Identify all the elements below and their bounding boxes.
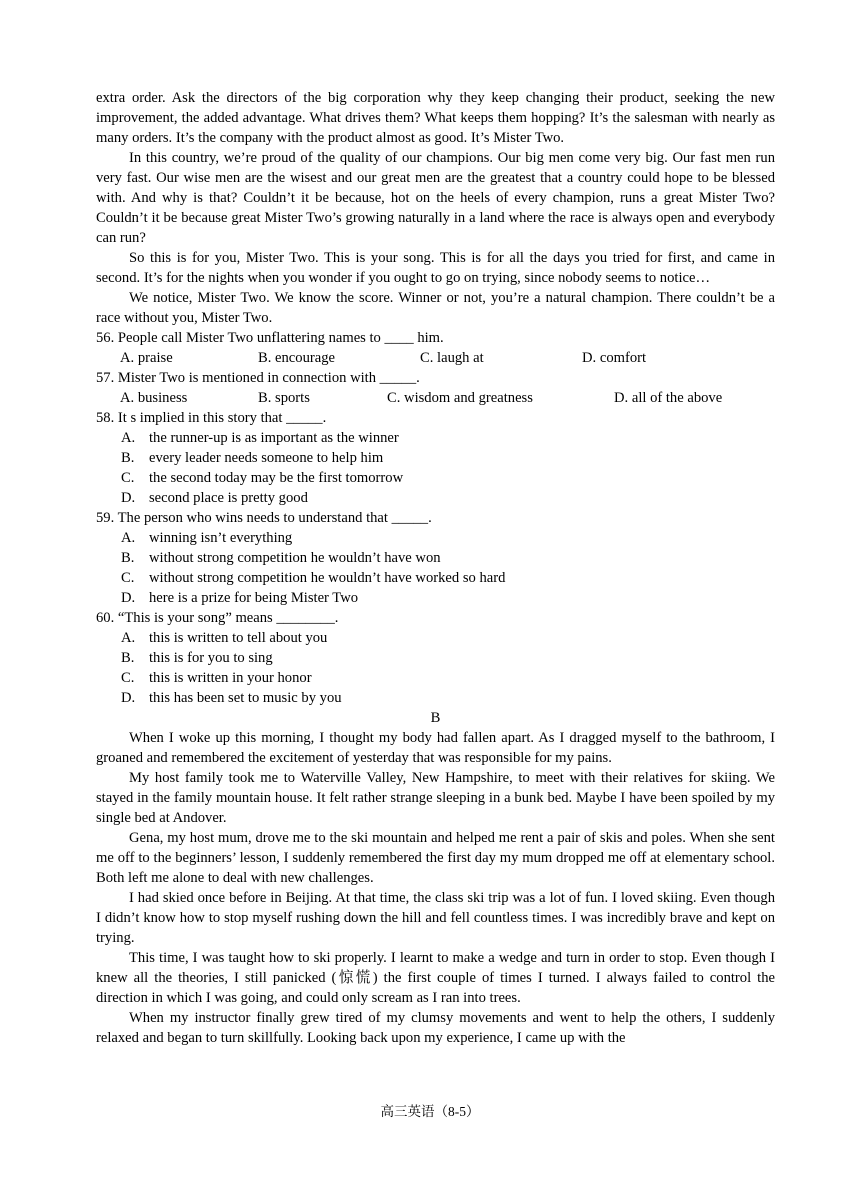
option-56-a: A. praise	[120, 350, 173, 366]
passage-b-paragraph-2: My host family took me to Waterville Valley, New Hampshire, to meet with their relatives for skiing. We stayed in the family mountain house. It felt rather strange sleeping in a bunk bed. Maybe I have been spoiled by my single bed at Andover.	[96, 770, 775, 826]
option-59-d: D. here is a prize for being Mister Two	[121, 590, 359, 606]
passage-a-paragraph-1: extra order. Ask the directors of the big corporation why they keep changing their product, seeking the new improvement, the added advantage. What drives them? What keeps them hopping? It’s the salesman with nearly as many orders. It’s the company with the product almost as good. It’s Mister Two.	[96, 90, 775, 146]
option-56-c: C. laugh at	[420, 350, 484, 366]
option-57-c: C. wisdom and greatness	[387, 390, 533, 406]
option-57-b: B. sports	[258, 390, 310, 406]
option-60-b: B. this is for you to sing	[121, 650, 273, 666]
option-60-d: D. this has been set to music by you	[121, 690, 342, 706]
question-58-stem: 58. It s implied in this story that _____.	[96, 410, 327, 426]
question-57-options	[96, 388, 775, 408]
option-58-c: C. the second today may be the first tomorrow	[121, 470, 404, 486]
question-59-stem: 59. The person who wins needs to understand that _____.	[96, 510, 432, 526]
option-59-b: B. without strong competition he wouldn’t have won	[121, 550, 441, 566]
option-60-c: C. this is written in your honor	[121, 670, 312, 686]
option-58-d: D. second place is pretty good	[121, 490, 308, 506]
option-59-a: A. winning isn’t everything	[121, 530, 293, 546]
option-56-b: B. encourage	[258, 350, 335, 366]
question-56-options	[96, 348, 775, 368]
question-60-stem: 60. “This is your song” means ________.	[96, 610, 339, 626]
passage-b-paragraph-3: Gena, my host mum, drove me to the ski mountain and helped me rent a pair of skis and poles. When she sent me off to the beginners’ lesson, I suddenly remembered the first day my mum dropped me off at elementary school. Both left me alone to deal with new challenges.	[96, 830, 775, 886]
exam-page	[96, 88, 775, 1048]
question-57-stem: 57. Mister Two is mentioned in connection with _____.	[96, 370, 420, 386]
passage-a-paragraph-4: We notice, Mister Two. We know the score. Winner or not, you’re a natural champion. There couldn’t be a race without you, Mister Two.	[96, 290, 775, 326]
option-57-a: A. business	[120, 390, 188, 406]
question-56-stem: 56. People call Mister Two unflattering names to ____ him.	[96, 330, 444, 346]
passage-a-paragraph-3: So this is for you, Mister Two. This is your song. This is for all the days you tried for first, and came in second. It’s for the nights when you wonder if you ought to go on trying, since nobody seems to notice…	[96, 250, 775, 286]
option-57-d: D. all of the above	[614, 390, 723, 406]
option-56-d: D. comfort	[582, 350, 647, 366]
page-footer: 高三英语（8-5）	[380, 1104, 480, 1119]
passage-b-paragraph-4: I had skied once before in Beijing. At that time, the class ski trip was a lot of fun. I loved skiing. Even though I didn’t know how to stop myself rushing down the hill and fell countless times. I was incredibly brave and kept on trying.	[96, 890, 775, 946]
passage-b-paragraph-6: When my instructor finally grew tired of my clumsy movements and went to help the others, I suddenly relaxed and began to turn skillfully. Looking back upon my experience, I came up with the	[96, 1010, 775, 1046]
option-60-a: A. this is written to tell about you	[121, 630, 328, 646]
section-b-heading: B	[430, 710, 441, 726]
option-58-b: B. every leader needs someone to help him	[121, 450, 384, 466]
option-59-c: C. without strong competition he wouldn’t have worked so hard	[121, 570, 506, 586]
option-58-a: A. the runner-up is as important as the winner	[121, 430, 399, 446]
passage-b-paragraph-1: When I woke up this morning, I thought my body had fallen apart. As I dragged myself to the bathroom, I groaned and remembered the excitement of yesterday that was responsible for my pains.	[96, 730, 775, 766]
passage-a-paragraph-2: In this country, we’re proud of the quality of our champions. Our big men come very big. Our fast men run very fast. Our wise men are the wisest and our great men are the greatest that a country could hope to be blessed with. And why is that? Couldn’t it be because, hot on the heels of every champion, runs a great Mister Two? Couldn’t it be because great Mister Two’s growing naturally in a land where the race is always open and everybody can run?	[96, 150, 775, 246]
passage-b-paragraph-5: This time, I was taught how to ski properly. I learnt to make a wedge and turn in order to stop. Even though I knew all the theories, I still panicked (惊慌) the first couple of times I turned. I always failed to control the direction in which I was going, and could only scream as I ran into trees.	[96, 950, 775, 1006]
